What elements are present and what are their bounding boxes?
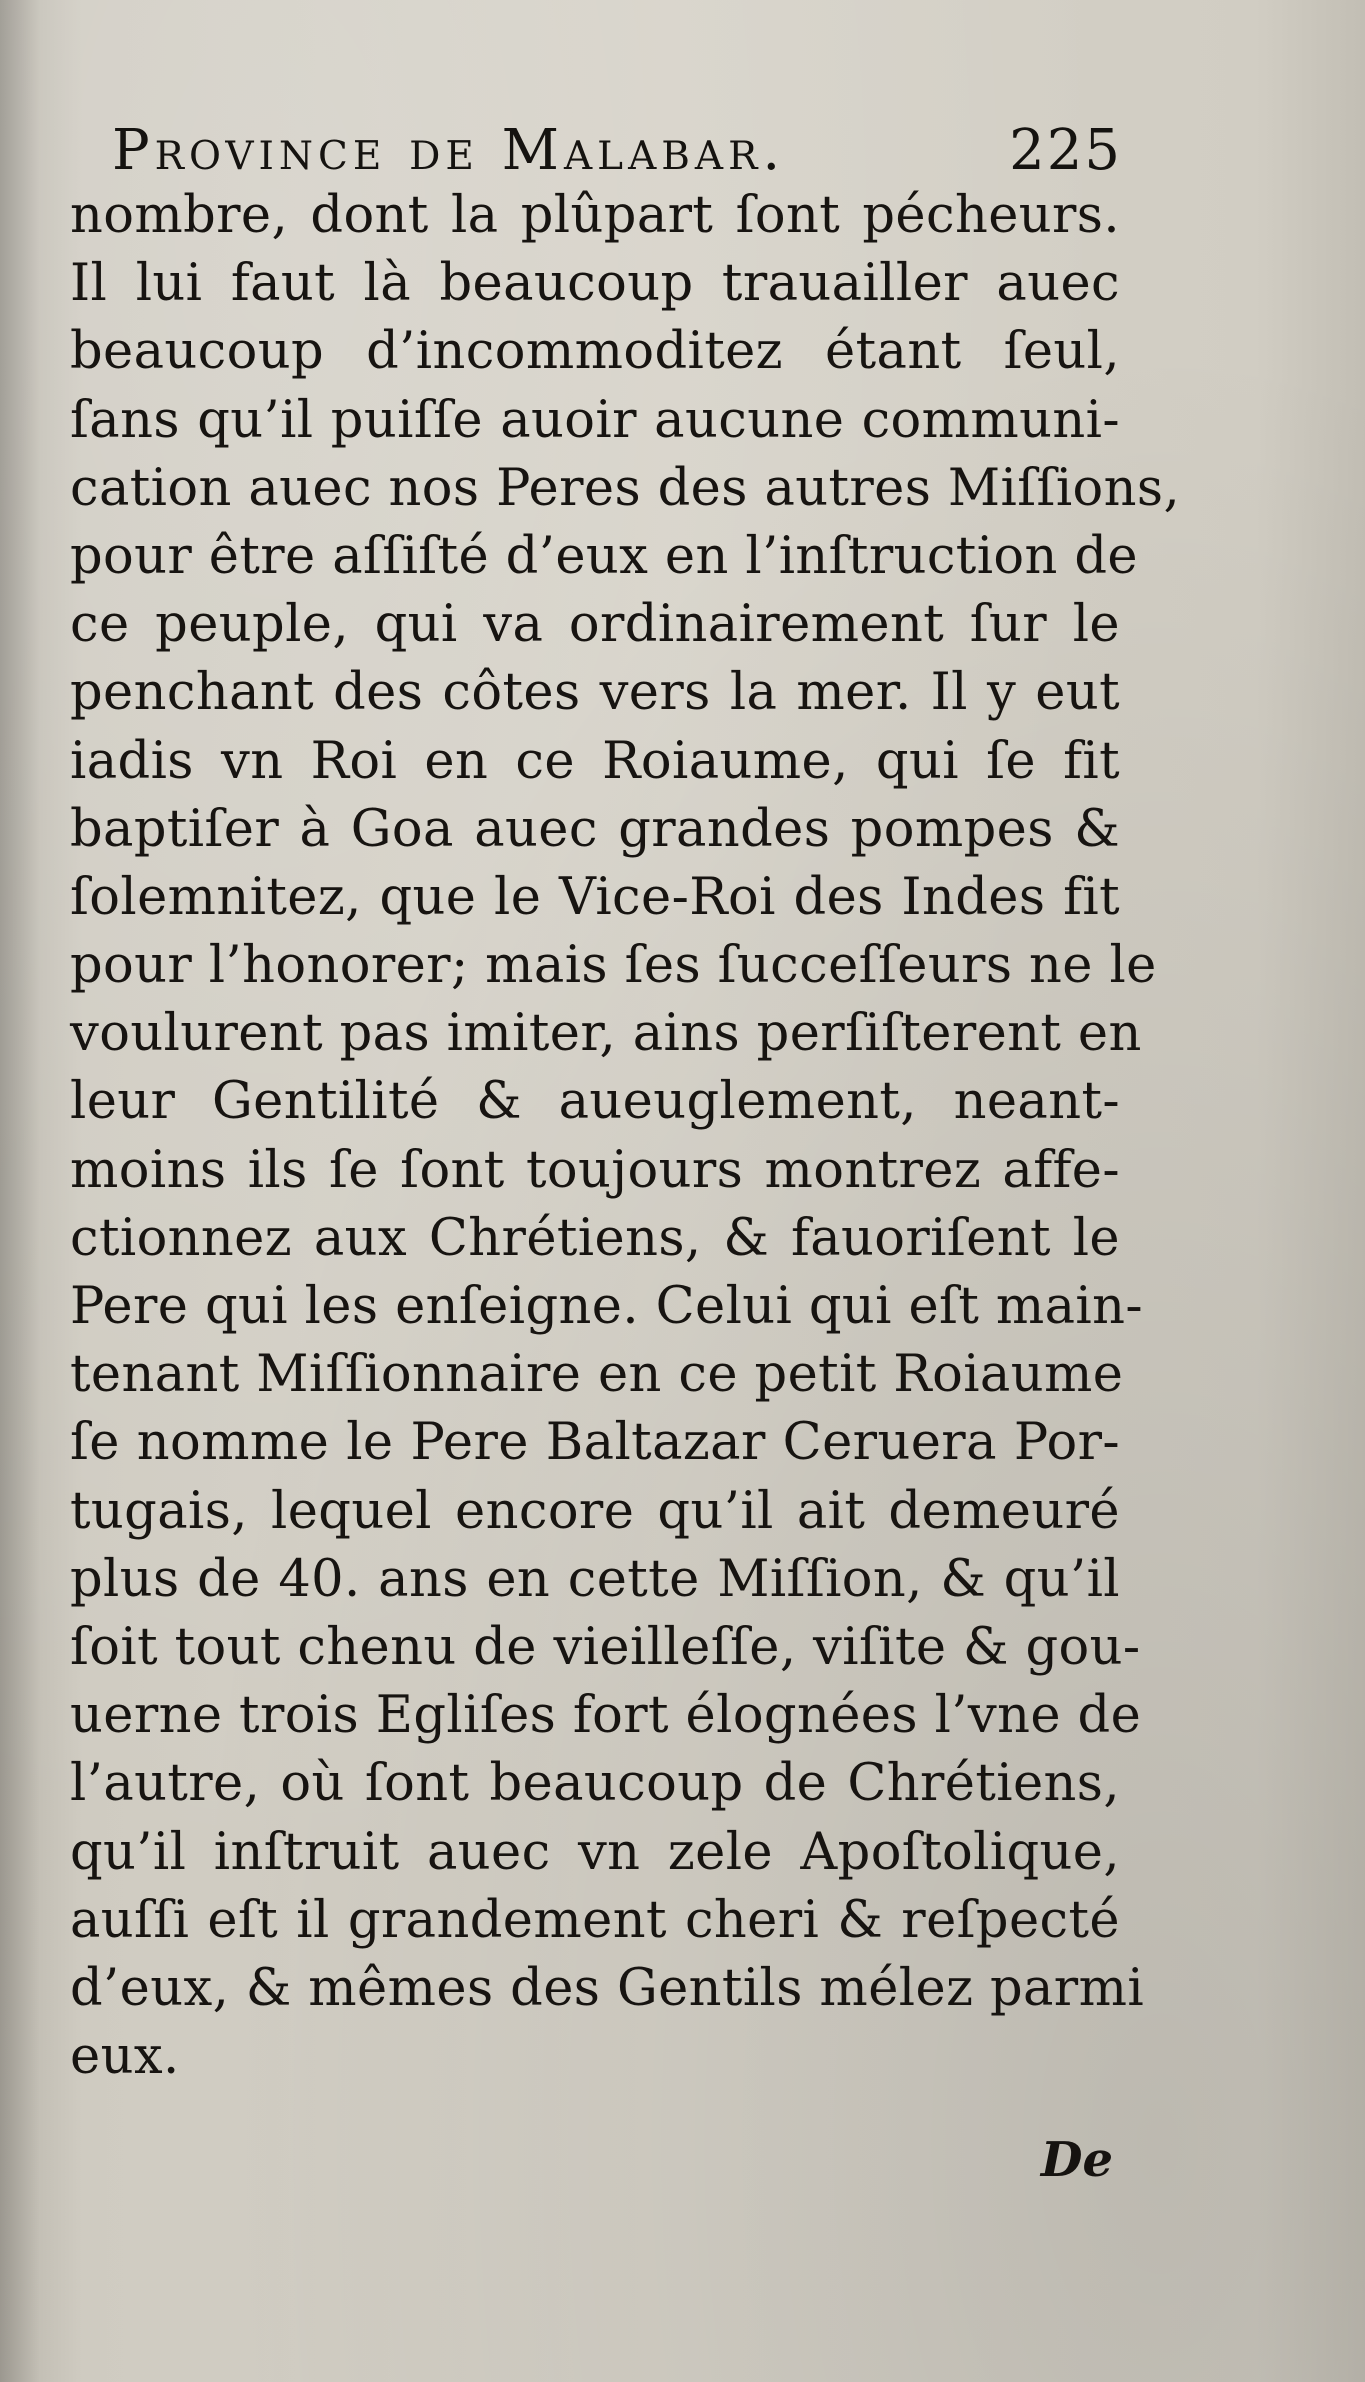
- text-line: cation auec nos Peres des autres Miſſions,: [70, 458, 1181, 518]
- text-line: nombre, dont la plûpart ſont pécheurs.: [70, 186, 1120, 245]
- text-line: uerne trois Egliſes fort élognées l’vne de: [70, 1686, 1142, 1746]
- spine-shadow: [0, 0, 40, 2382]
- text-line: Pere qui les enſeigne. Celui qui eſt main-: [70, 1277, 1143, 1336]
- body-text: [70, 182, 1181, 2091]
- catchword: De: [1040, 2132, 1113, 2188]
- page-number: 225: [1009, 118, 1122, 183]
- text-line: tugais, lequel encore qu’il ait demeuré: [70, 1481, 1120, 1541]
- text-line: pour être aſſiſté d’eux en l’inſtruction de: [70, 526, 1139, 586]
- text-line: Il lui faut là beaucoup trauailler auec: [70, 254, 1120, 314]
- text-line: tenant Miſſionnaire en ce petit Roiaume: [70, 1345, 1124, 1405]
- text-line: l’autre, où ſont beaucoup de Chrétiens,: [70, 1754, 1120, 1814]
- text-line: eux.: [70, 2027, 180, 2087]
- text-line: ſoit tout chenu de vieilleſſe, viſite & gou-: [70, 1617, 1141, 1677]
- text-line: moins ils ſe ſont toujours montrez affe-: [70, 1140, 1120, 1200]
- text-line: iadis vn Roi en ce Roiaume, qui ſe fit: [70, 731, 1120, 791]
- text-line: ce peuple, qui va ordinairement ſur le: [70, 595, 1120, 655]
- text-line: ſe nomme le Pere Baltazar Ceruera Por-: [70, 1413, 1120, 1473]
- text-line: beaucoup d’incommoditez étant ſeul,: [70, 322, 1120, 382]
- running-title: Province de Malabar.: [112, 118, 786, 183]
- text-line: penchant des côtes vers la mer. Il y eut: [70, 663, 1120, 723]
- text-line: pour l’honorer; mais ſes ſucceſſeurs ne le: [70, 936, 1157, 996]
- text-line: auſſi eſt il grandement cheri & reſpecté: [70, 1890, 1120, 1950]
- text-line: d’eux, & mêmes des Gentils mélez parmi: [70, 1958, 1145, 2018]
- text-line: plus de 40. ans en cette Miſſion, & qu’il: [70, 1549, 1120, 1609]
- text-line: baptiſer à Goa auec grandes pompes &: [70, 799, 1120, 859]
- text-line: ſolemnitez, que le Vice-Roi des Indes fit: [70, 867, 1120, 927]
- text-line: ctionnez aux Chrétiens, & fauoriſent le: [70, 1208, 1120, 1268]
- text-line: qu’il inſtruit auec vn zele Apoſtolique,: [70, 1822, 1120, 1882]
- text-line: voulurent pas imiter, ains perſiſterent en: [70, 1004, 1142, 1064]
- text-line: ſans qu’il puiſſe auoir aucune communi-: [70, 390, 1120, 450]
- text-line: leur Gentilité & aueuglement, neant-: [70, 1072, 1120, 1132]
